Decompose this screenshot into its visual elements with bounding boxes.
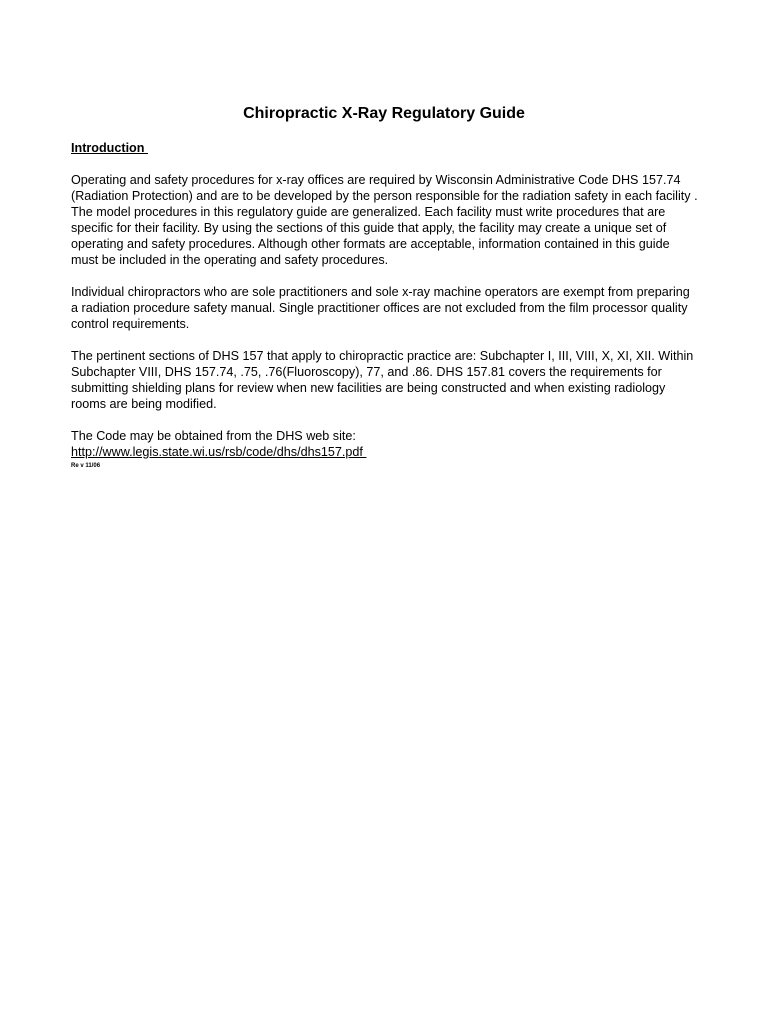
paragraph-pertinent-sections: The pertinent sections of DHS 157 that apply to chiropractic practice are: Subchapter I, III, VIII, X, XI, XII. Within Subchapter VIII, DHS 157.74, .75, .76(Fluoroscopy), 77, and .86. DHS 157.81 covers the requirements for submitting shielding plans for review when new facilities are being constructed and when existing radiology rooms are being modified. [71, 349, 694, 411]
paragraph-operating-procedures: Operating and safety procedures for x-ray offices are required by Wisconsin Administrative Code DHS 157.74 (Radiation Protection) and are to be developed by the person responsible for the radiation safety in each facility . The model procedures in this regulatory guide are generalized. Each facility must write procedures that are specific for their facility. By using the sections of this guide that apply, the facility may create a unique set of operating and safety procedures. Although other formats are acceptable, information contained in this guide must be included in the operating and safety procedures. [71, 173, 698, 267]
code-source-text: The Code may be obtained from the DHS web site: [71, 429, 356, 443]
revision-note: Re v 11/06 [71, 463, 101, 469]
code-url-link[interactable]: http://www.legis.state.wi.us/rsb/code/dhs/dhs157.pdf [71, 445, 367, 459]
section-heading-introduction: Introduction [71, 141, 148, 155]
document-body [71, 140, 699, 471]
paragraph-sole-practitioners: Individual chiropractors who are sole practitioners and sole x-ray machine operators are exempt from preparing a radiation procedure safety manual. Single practitioner offices are not excluded from the film processor quality control requirements. [71, 285, 690, 331]
document-title: Chiropractic X-Ray Regulatory Guide [243, 105, 525, 122]
